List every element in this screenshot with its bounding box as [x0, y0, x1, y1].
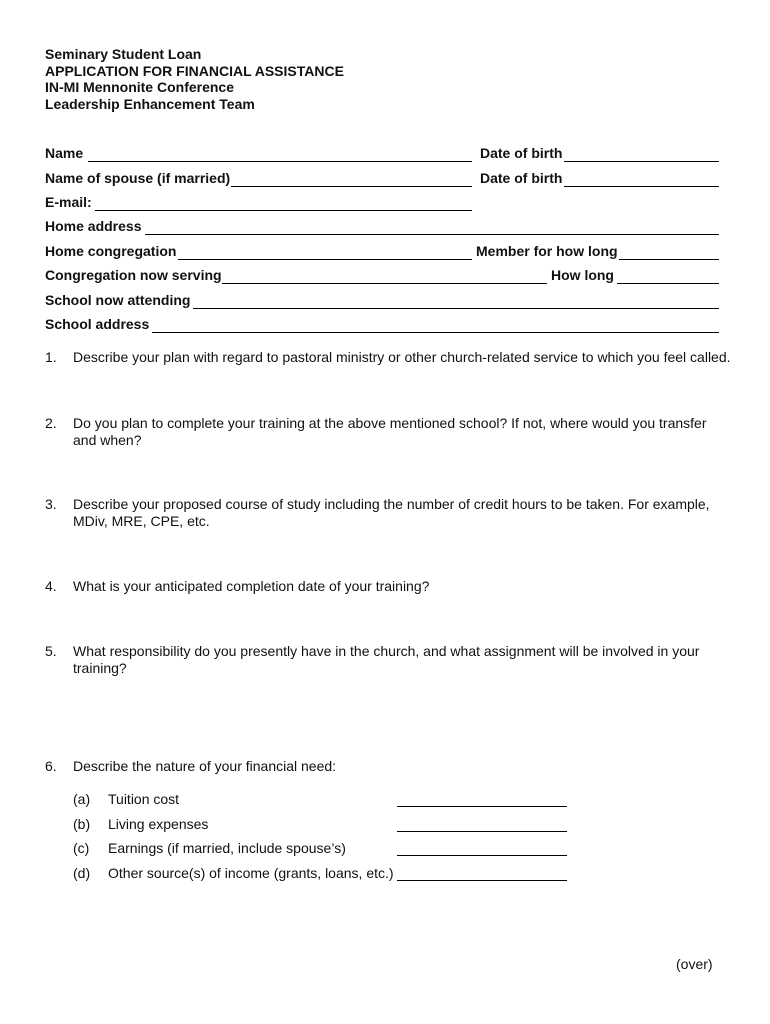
email-input[interactable]: [95, 193, 472, 211]
date-of-birth-label: Date of birth: [480, 145, 563, 161]
school-now-attending-input[interactable]: [193, 291, 719, 309]
financial-item-label: Earnings (if married, include spouse’s): [108, 840, 346, 856]
question-number: 6.: [45, 758, 57, 774]
financial-item-letter: (a): [73, 791, 91, 807]
question-number: 1.: [45, 349, 57, 365]
header-line-2: APPLICATION FOR FINANCIAL ASSISTANCE: [45, 62, 344, 79]
header-line-3: IN-MI Mennonite Conference: [45, 79, 235, 95]
financial-item-label: Living expenses: [108, 816, 209, 832]
member-how-long-input[interactable]: [619, 242, 719, 260]
financial-item-letter: (c): [73, 840, 90, 856]
earnings-input[interactable]: [397, 838, 567, 856]
question-number: 4.: [45, 578, 57, 594]
question-number: 5.: [45, 643, 57, 659]
spouse-name-input[interactable]: [231, 169, 472, 187]
member-how-long-label: Member for how long: [476, 243, 618, 259]
question-number: 2.: [45, 415, 57, 431]
financial-item-label: Other source(s) of income (grants, loans, etc.): [108, 865, 394, 881]
how-long-label: How long: [551, 267, 614, 283]
financial-item-letter: (d): [73, 865, 91, 881]
over-note: (over): [676, 956, 713, 972]
spouse-date-of-birth-input[interactable]: [564, 169, 719, 187]
date-of-birth-input[interactable]: [564, 144, 719, 162]
congregation-now-serving-input[interactable]: [222, 266, 547, 284]
spouse-date-of-birth-label: Date of birth: [480, 170, 563, 186]
living-expenses-input[interactable]: [397, 814, 567, 832]
question-number: 3.: [45, 496, 57, 512]
question-text: What responsibility do you presently have in the church, and what assignment will be involved in your training?: [73, 643, 700, 676]
form-header: [45, 46, 344, 112]
question-text: Describe your plan with regard to pastoral ministry or other church-related service to which you feel called.: [73, 349, 731, 365]
other-income-input[interactable]: [397, 863, 567, 881]
financial-item-label: Tuition cost: [108, 791, 180, 807]
how-long-input[interactable]: [617, 266, 719, 284]
home-address-input[interactable]: [145, 217, 719, 235]
congregation-now-serving-label: Congregation now serving: [45, 267, 222, 283]
home-address-label: Home address: [45, 218, 142, 234]
financial-item-letter: (b): [73, 816, 91, 832]
tuition-cost-input[interactable]: [397, 789, 567, 807]
home-congregation-input[interactable]: [178, 242, 472, 260]
question-text: Describe your proposed course of study including the number of credit hours to be taken. For example, MDiv, MRE, CPE, etc.: [73, 496, 710, 529]
name-input[interactable]: [88, 144, 472, 162]
header-line-4: Leadership Enhancement Team: [45, 95, 255, 112]
question-text: What is your anticipated completion date of your training?: [73, 578, 430, 594]
school-now-attending-label: School now attending: [45, 292, 191, 308]
question-text: Do you plan to complete your training at the above mentioned school? If not, where would you transfer and when?: [73, 415, 707, 448]
school-address-input[interactable]: [152, 315, 719, 333]
home-congregation-label: Home congregation: [45, 243, 177, 259]
name-label: Name: [45, 145, 84, 161]
header-line-1: Seminary Student Loan: [45, 46, 202, 62]
email-label: E-mail:: [45, 194, 92, 210]
spouse-name-label: Name of spouse (if married): [45, 170, 231, 186]
question-text: Describe the nature of your financial need:: [73, 758, 337, 774]
school-address-label: School address: [45, 316, 150, 332]
